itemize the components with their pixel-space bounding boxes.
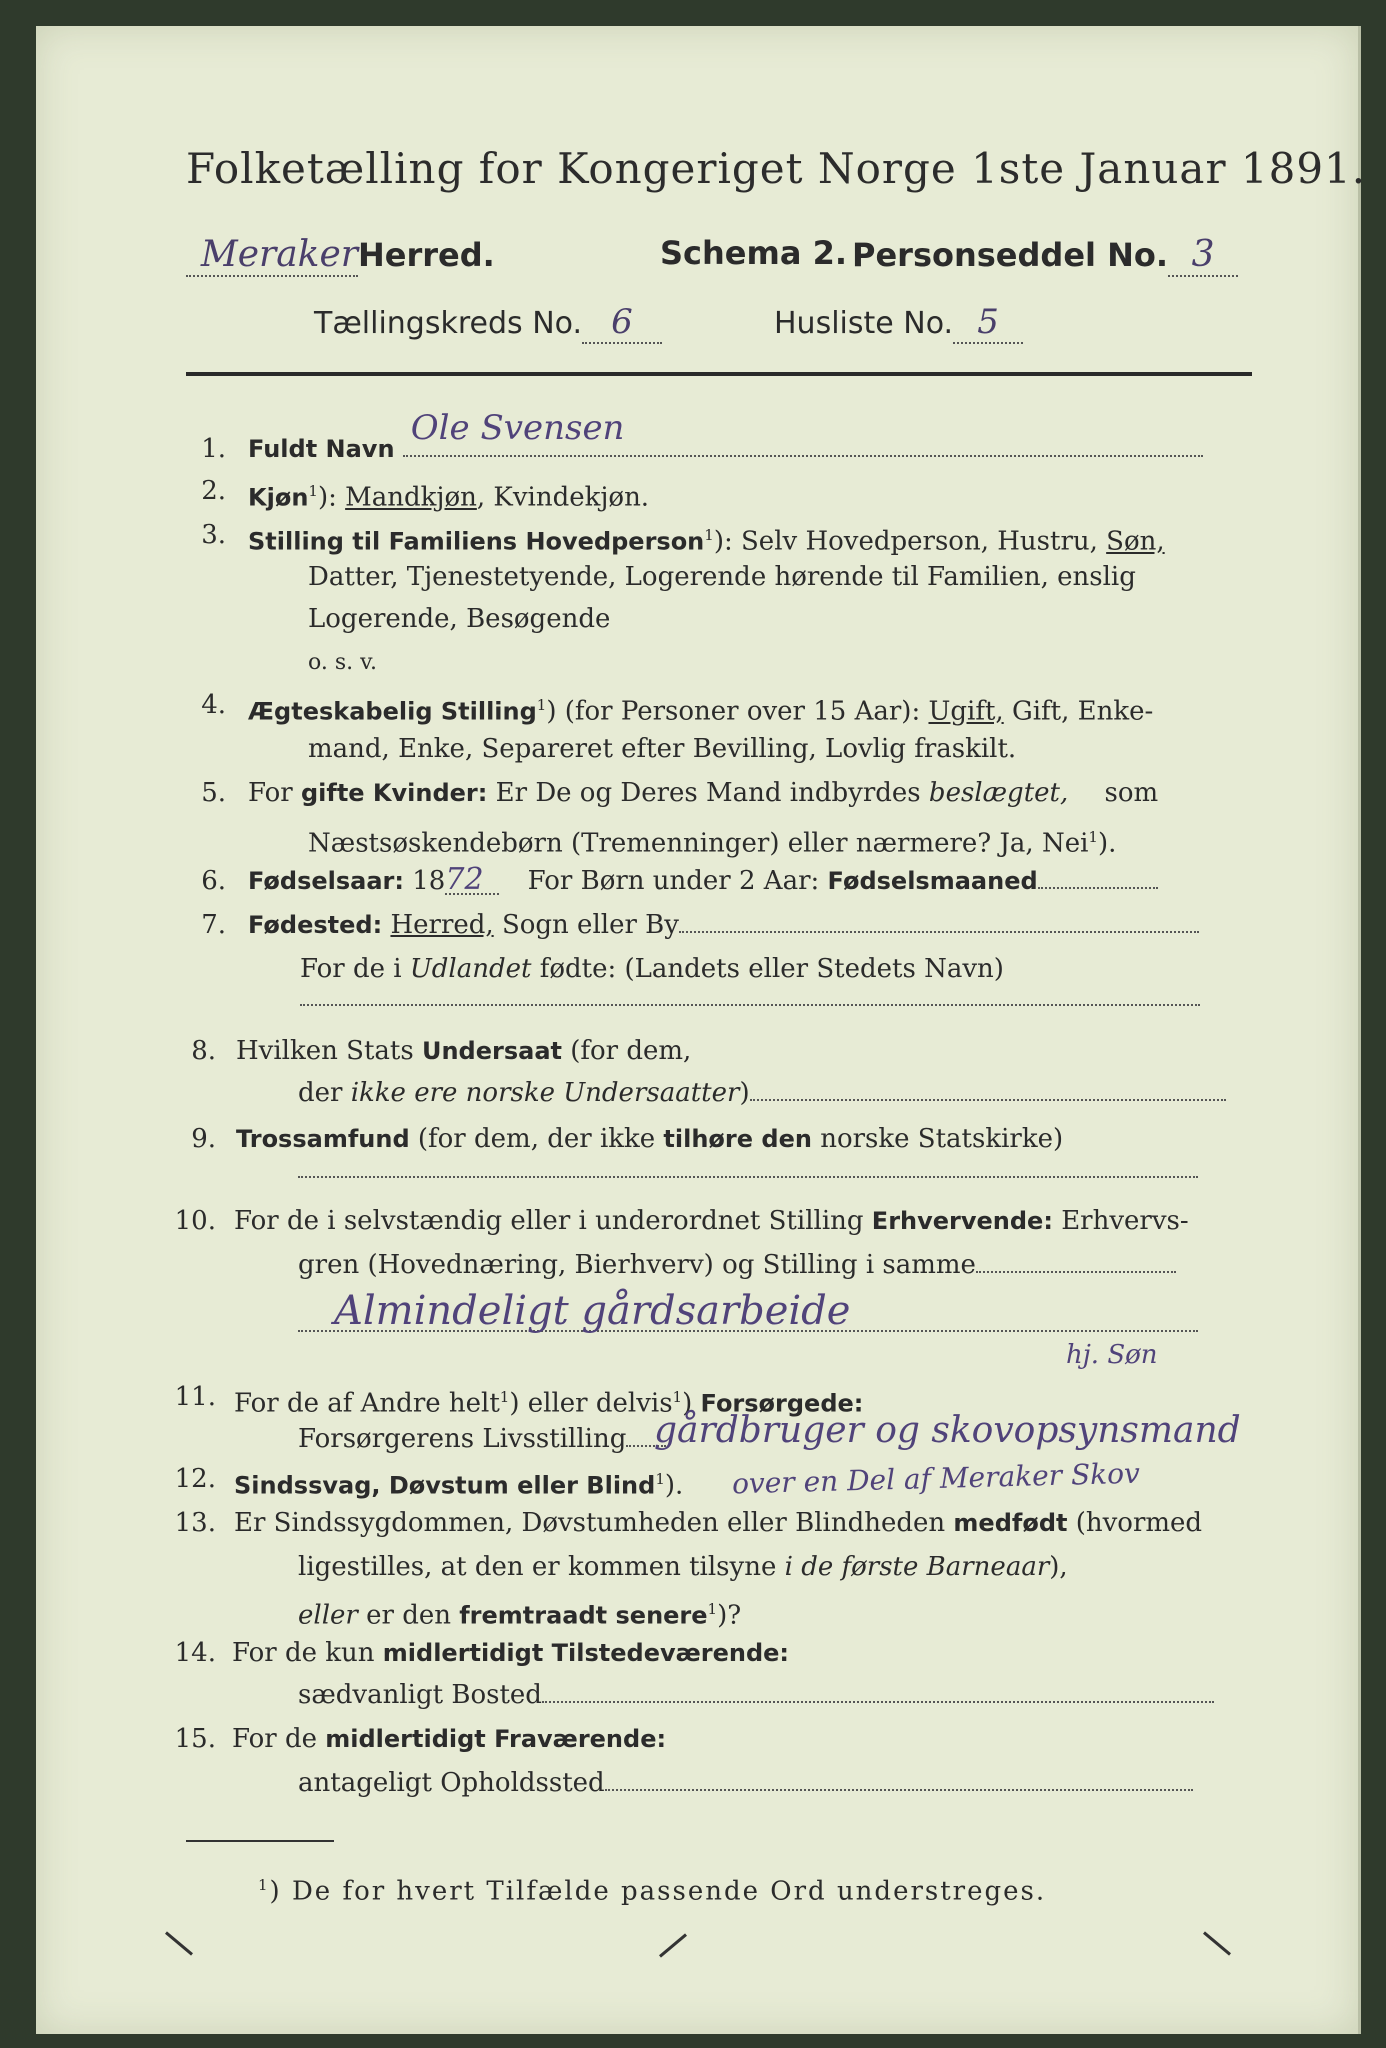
item-number: 1. [201,434,226,464]
supporter-value: gårdbruger og skovopsynsmand [654,1410,1241,1451]
form-title: Folketælling for Kongeriget Norge 1ste Januar 1891. [186,144,1367,193]
selected-option: Søn, [1106,526,1165,557]
herred-line [186,234,495,277]
item-label: Fødested: [248,911,383,939]
fill-line [298,1176,1198,1178]
footnote: $^1$) De for hvert Tilfælde passende Ord understreges. [258,1876,1047,1907]
item-7-birthplace: Fødested: Herred, Sogn eller By [248,908,1199,942]
item-number: 2. [201,476,226,506]
personseddel-label: Personseddel No. [852,236,1169,274]
item-number: 8. [191,1036,216,1066]
husliste-label: Husliste No. [774,306,954,341]
item-number: 7. [201,910,226,940]
item-number: 4. [201,690,226,720]
item-12-disability: Sindssvag, Døvstum eller Blind$^1$). [234,1470,684,1501]
herred-value: Meraker [186,234,358,277]
item-label: Fuldt Navn [248,435,395,463]
selected-option: Mandkjøn [345,482,477,513]
item-13-congenital: Er Sindssygdommen, Døvstumheden eller Blindheden medfødt (hvormed [234,1508,1203,1538]
herred-label: Herred. [358,236,495,274]
item-label: midlertidigt Fraværende: [325,1725,667,1753]
kreds-label: Tællingskreds No. [314,306,582,341]
item-10-occupation: For de i selvstændig eller i underordnet Stilling Erhvervende: Erhvervs- [234,1206,1189,1236]
fill-line [300,1004,1200,1006]
item-4-marital: Ægteskabelig Stilling$^1$) (for Personer over 15 Aar): Ugift, Gift, Enke- [248,696,1154,727]
occupation-note: hj. Søn [1066,1340,1158,1370]
item-11-dependents: For de af Andre helt$^1$) eller delvis$^1$) Forsørgede: [234,1388,864,1419]
item-label: Trossamfund [236,1125,410,1153]
kreds-line [314,302,662,344]
occupation-value: Almindeligt gårdsarbeide [334,1288,851,1334]
census-form-page: Folketælling for Kongeriget Norge 1ste Januar 1891. MerakerHerred. Schema 2. Personseddel No. 3 Tællingskreds No. 6 Husliste No. 5 1. Fuldt Navn Ole Svensen 2. Kjøn$^1$): Mandkjøn, Kvindekjøn. 3. Stilling til Familiens Hovedperson$^1$): Selv Hovedperson, Hustru, Søn, Datter, Tjenestetyende, Logerende hørende til Familien, enslig Logerende, Besøgende o. s. v. 4. Ægteskabelig Stilling$^1$) (for Personer over 15 Aar): Ugift, Gift, Enke- mand, Enke, Separeret efter Bevilling, Lovlig fraskilt. 5. For gifte Kvinder: Er De og Deres Mand indbyrdes beslægtet, som Næstsøskendebørn (Tremenninger) eller nærmere? Ja, Nei$^1$). 6. Fødselsaar: 1872 For Børn under 2 Aar: Fødselsmaaned 7. Fødested: Herred, Sogn eller By For de i Udlandet fødte: (Landets eller Stedets Navn) 8. Hvilken Stats Undersaat (for dem, der ikke ere norske Undersaatter) 9. Trossamfund (for dem, der ikke tilhøre den norske Statskirke) 10. For de i selvstændig eller i underordnet Stilling Erhvervende: Erhvervs- gren (Hovednæring, Bierhverv) og Stilling i samme Almindeligt gårdsarbeide hj. Søn 11. For de af Andre helt$^1$) eller delvis$^1$) Forsørgede: Forsørgerens Livsstilling gårdbruger og skovopsynsmand 12. Sindssvag, Døvstum eller Blind$^1$). over en Del af Meraker Skov 13. Er Sindssygdommen, Døvstumheden eller Blindheden medfødt (hvormed ligestilles, at den er kommen tilsyne i de første Barneaar), eller er den fremtraadt senere$^1$)? 14. For de kun midlertidigt Tilstedeværende: sædvanligt Bosted 15. For de midlertidigt Fraværende: antageligt Opholdssted $^1$) De for hvert Tilfælde passende Ord understreges. [36,26,1361,2034]
item-5-married-women: For gifte Kvinder: Er De og Deres Mand indbyrdes beslægtet, som [248,778,1159,808]
item-number: 13. [174,1508,216,1538]
selected-option: Herred, [390,910,494,940]
kreds-value: 6 [582,302,662,344]
birth-year-value: 72 [445,867,499,895]
personseddel-value: 3 [1168,234,1238,277]
husliste-line [774,302,1023,344]
item-label: Fødselsaar: [248,867,404,895]
header-rule [186,372,1252,376]
item-label: Erhvervende: [871,1207,1053,1235]
husliste-value: 5 [953,302,1023,344]
item-label: Undersaat [421,1037,562,1065]
item-label: gifte Kvinder: [300,779,488,807]
item-2-sex: Kjøn$^1$): Mandkjøn, Kvindekjøn. [248,482,650,513]
item-number: 14. [174,1638,216,1668]
item-number: 9. [191,1124,216,1154]
item-8-nationality: Hvilken Stats Undersaat (for dem, [236,1036,692,1066]
item-label: medfødt [953,1509,1068,1537]
personseddel-line [852,234,1238,277]
item-label: Sindssvag, Døvstum eller Blind [234,1471,656,1500]
schema-label: Schema 2. [660,234,847,272]
corner-mark [165,1931,193,1955]
item-number: 12. [174,1464,216,1494]
item-number: 15. [174,1724,216,1754]
item-15-temporarily-absent: For de midlertidigt Fraværende: [232,1724,667,1754]
item-number: 10. [174,1206,216,1236]
option: Kvindekjøn. [493,482,650,513]
item-label: Ægteskabelig Stilling [248,697,537,726]
item-number: 11. [174,1382,216,1412]
occupation-fill [298,1290,1198,1332]
item-number: 3. [201,520,226,550]
item-3-family-position: Stilling til Familiens Hovedperson$^1$): Selv Hovedperson, Hustru, Søn, [248,526,1165,557]
corner-mark [1203,1931,1231,1955]
item-label: Forsørgede: [700,1389,864,1418]
item-14-temporarily-present: For de kun midlertidigt Tilstedeværende: [232,1638,790,1668]
item-number: 5. [201,778,226,808]
footnote-rule [186,1840,334,1842]
selected-option: Ugift, [928,696,1004,727]
item-9-religion: Trossamfund (for dem, der ikke tilhøre den norske Statskirke) [236,1124,1064,1154]
item-label: midlertidigt Tilstedeværende: [382,1639,790,1667]
disability-note: over en Del af Meraker Skov [731,1456,1141,1501]
item-6-birth-year: Fødselsaar: 1872 For Børn under 2 Aar: Fødselsmaaned [248,864,1158,898]
name-value: Ole Svensen [410,408,625,448]
item-label: Kjøn [248,483,309,512]
item-number: 6. [201,866,226,896]
item-1-name [248,408,1203,466]
corner-mark [659,1933,687,1957]
item-label: Stilling til Familiens Hovedperson [248,527,705,556]
